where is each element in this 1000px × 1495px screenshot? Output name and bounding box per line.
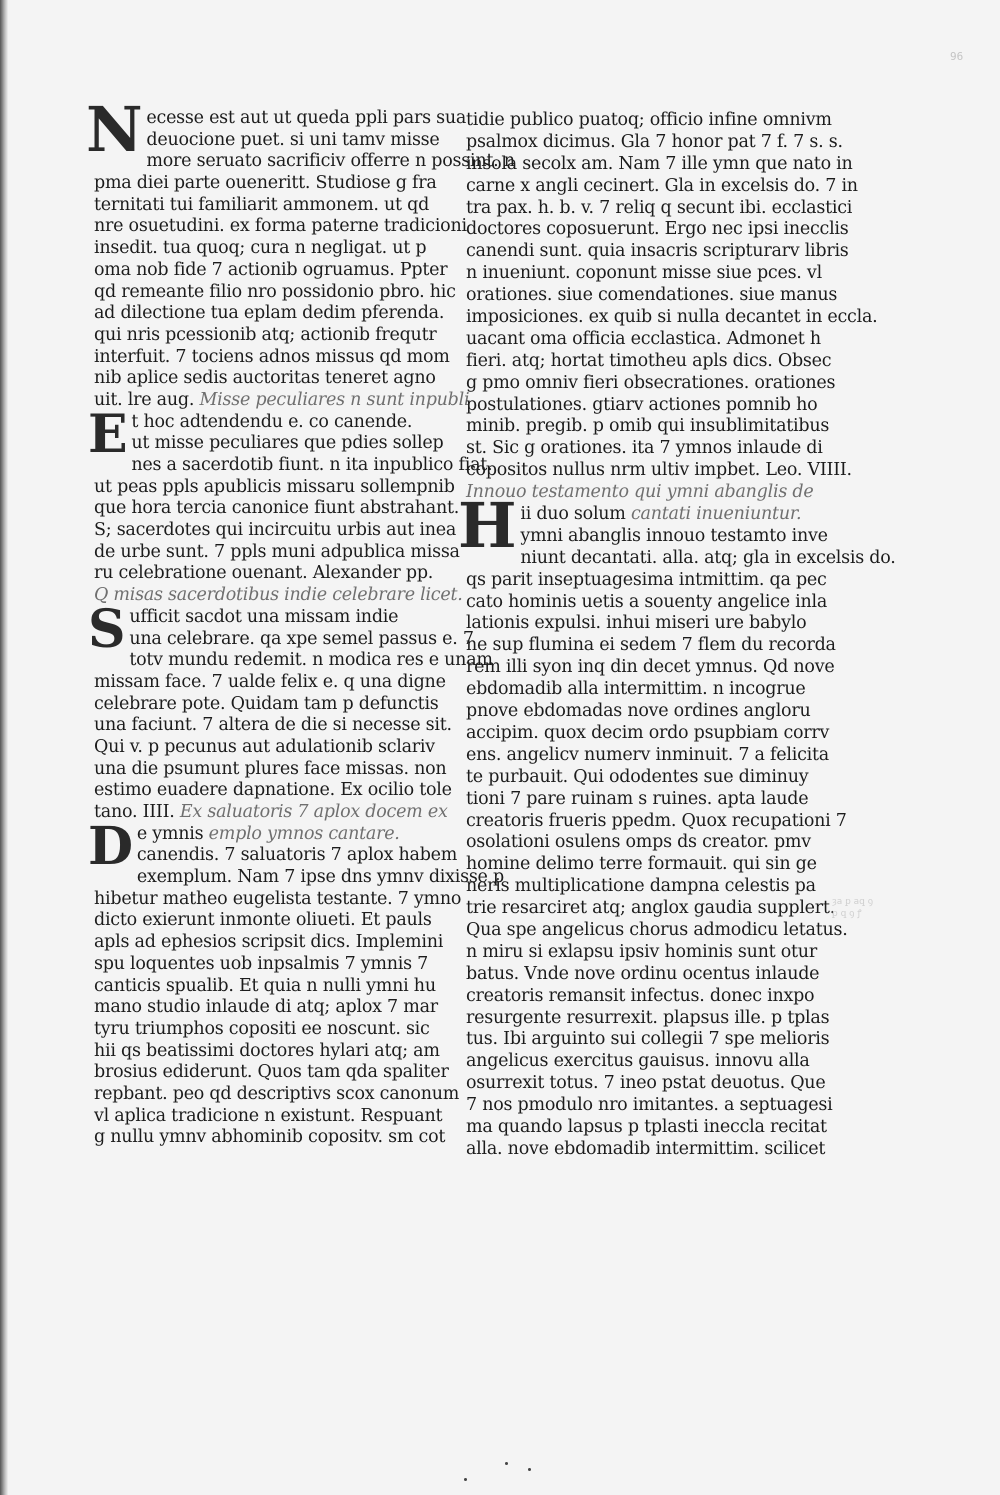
manuscript-line: [466, 941, 817, 964]
line-text: canticis spualib. Et quia n nulli ymni hu: [94, 975, 436, 996]
manuscript-line: [466, 219, 849, 241]
manuscript-line: [94, 455, 493, 477]
line-text: creatoris frueris ppedm. Quox recupationi 7: [466, 810, 847, 831]
manuscript-line: [466, 919, 848, 942]
manuscript-line: [94, 173, 437, 195]
line-text: hii qs beatissimi doctores hylari atq; am: [94, 1040, 440, 1061]
manuscript-line: [94, 238, 434, 260]
line-text: orationes. siue comendationes. siue manus: [466, 285, 838, 306]
line-text: te purbauit. Qui ododentes sue diminuy: [466, 766, 809, 787]
manuscript-line: [466, 613, 807, 635]
manuscript-line: [466, 1051, 810, 1073]
line-text: 7 nos pmodulo nro imitantes. a septuagesi: [466, 1095, 833, 1116]
line-text: totv mundu redemit. n modica res e unam: [129, 650, 493, 671]
manuscript-line: [466, 1007, 830, 1030]
line-text: ma quando lapsus p tplasti ineccla recitat: [466, 1116, 827, 1137]
manuscript-line: [466, 110, 832, 132]
manuscript-line: [466, 985, 815, 1008]
line-text: t hoc adtendendu e. co canende.: [131, 411, 413, 432]
line-text: nre osuetudini. ex forma paterne tradicioni: [94, 216, 467, 237]
left-text-column: [86, 93, 515, 1149]
line-text: canendis. 7 saluatoris 7 aplox habem: [136, 845, 458, 866]
manuscript-line: [94, 259, 448, 282]
line-text: Qui v. p pecunus aut adulationib sclariv: [94, 736, 435, 757]
line-text: qui nris pcessionib atq; actionib frequtr: [94, 324, 437, 345]
line-text: mano studio inlaude di atq; aplox 7 mar: [94, 997, 438, 1018]
manuscript-line: [466, 197, 853, 220]
manuscript-line: [94, 129, 440, 152]
line-text: insedit. tua quoq; cura n negligat. ut p: [94, 238, 427, 259]
line-text: ymni abanglis innouo testamto inve: [520, 525, 828, 546]
line-text: doctores coposuerunt. Ergo nec ipsi inecclis: [466, 219, 849, 240]
line-text: nib aplice sedis auctoritas teneret agno: [94, 368, 436, 389]
manuscript-line: [466, 832, 811, 854]
line-text: copositos nullus nrm ultiv impbet. Leo. VIIII.: [466, 460, 852, 481]
manuscript-line: [94, 216, 467, 238]
line-text: ut misse peculiares que pdies sollep: [131, 433, 444, 454]
manuscript-line: [466, 482, 814, 504]
ink-speck: [505, 1462, 508, 1465]
line-text: oma nob fide 7 actionib ogruamus. Ppter: [94, 259, 448, 280]
manuscript-line: [94, 585, 463, 607]
rubric-text: Innouo testamento qui ymni abanglis de: [466, 482, 814, 503]
line-text: una die psumunt plures face missas. non: [94, 758, 447, 779]
manuscript-line: [94, 195, 434, 217]
line-text: fieri. atq; hortat timotheu apls dics. Obsec: [466, 350, 832, 371]
manuscript-line: [466, 241, 849, 263]
manuscript-line: [94, 932, 444, 954]
decorated-initial: S: [88, 598, 126, 660]
line-text: spu loquentes uob inpsalmis 7 ymnis 7: [94, 953, 429, 974]
line-text: una celebrare. qa xpe semel passus e. 7: [129, 628, 474, 649]
line-text: ii duo solum: [520, 504, 626, 525]
line-text: tidie publico puatoq; officio infine omnivm: [466, 110, 832, 130]
margin-bleed-through: [832, 896, 873, 920]
line-text: una faciunt. 7 altera de die si necesse sit.: [94, 715, 452, 736]
manuscript-line: [94, 693, 439, 716]
manuscript-line: [94, 281, 456, 304]
line-text: ens. angelicv numerv inminuit. 7 a felicita: [466, 744, 829, 765]
manuscript-line: [94, 976, 434, 998]
manuscript-line: [466, 1029, 830, 1051]
line-text: neris multiplicatione dampna celestis pa: [466, 876, 816, 897]
manuscript-line: [94, 1019, 434, 1041]
decorated-initial: N: [86, 93, 143, 166]
manuscript-line: [466, 131, 843, 154]
line-text: ut peas ppls apublicis missaru sollempnib: [94, 476, 455, 497]
manuscript-line: [94, 650, 493, 672]
line-text: Qua spe angelicus chorus admodicu letatus.: [466, 919, 848, 940]
line-text: n miru si exlapsu ipsiv hominis sunt otur: [466, 941, 817, 962]
rubric-text: emplo ymnos cantare.: [208, 823, 400, 844]
manuscript-line: [466, 701, 811, 723]
manuscript-line: [466, 394, 818, 417]
line-text: dicto exierunt inmonte oliueti. Et pauls: [94, 910, 432, 931]
manuscript-line: [94, 324, 437, 347]
line-text: trie resarciret atq; anglox gaudia supplert.: [466, 898, 836, 919]
manuscript-line: [94, 888, 462, 911]
line-text: ecesse est aut ut queda ppli pars sua: [146, 108, 467, 128]
manuscript-line: [94, 1127, 446, 1149]
manuscript-line: [466, 810, 847, 833]
line-text: deuocione puet. si uni tamv misse: [146, 129, 440, 150]
manuscript-line: [94, 368, 434, 390]
line-text: estimo euadere dapnatione. Ex ocilio tole: [94, 780, 452, 801]
line-text: creatoris remansit infectus. donec inxpo: [466, 985, 815, 1006]
manuscript-line: [466, 898, 836, 920]
line-text: uit. lre aug.: [94, 389, 195, 410]
line-text: missam face. 7 ualde felix e. q una digne: [94, 671, 446, 692]
manuscript-line: [94, 845, 458, 867]
manuscript-line: [466, 1095, 833, 1117]
manuscript-line: [94, 737, 434, 759]
line-text: tus. Ibi arguinto sui collegii 7 spe melioris: [466, 1029, 830, 1050]
manuscript-line: [94, 476, 455, 499]
manuscript-line: [94, 389, 470, 412]
line-text: minib. pregib. p omib qui insublimitatibus: [466, 416, 830, 437]
manuscript-line: [94, 151, 515, 173]
manuscript-line: [466, 591, 828, 614]
manuscript-line: [94, 780, 452, 802]
manuscript-line: [94, 715, 452, 737]
line-text: resurgente resurrexit. plapsus ille. p tplas: [466, 1007, 830, 1028]
manuscript-line: [466, 285, 838, 307]
manuscript-line: [466, 569, 827, 592]
line-text: osurrexit totus. 7 ineo pstat deuotus. Que: [466, 1073, 826, 1094]
decorated-initial: H: [458, 489, 517, 563]
manuscript-line: [466, 679, 806, 701]
manuscript-line: [466, 328, 821, 351]
manuscript-line: [466, 657, 835, 679]
line-text: hibetur matheo eugelista testante. 7 ymno: [94, 888, 462, 909]
line-text: batus. Vnde nove ordinu ocentus inlaude: [466, 963, 820, 984]
line-text: st. Sic g orationes. ita 7 ymnos inlaude di: [466, 438, 823, 459]
manuscript-line: [94, 997, 438, 1019]
line-text: ne sup flumina ei sedem 7 flem du recorda: [466, 635, 836, 656]
manuscript-line: [94, 1040, 440, 1063]
line-text: osolationi osulens omps ds creator. pmv: [466, 832, 811, 853]
manuscript-line: [94, 498, 460, 520]
line-text: canendi sunt. quia insacris scripturarv libris: [466, 241, 849, 262]
manuscript-line: [466, 1073, 826, 1095]
line-text: homine delimo terre formauit. qui sin ge: [466, 854, 817, 875]
manuscript-line: [94, 802, 448, 824]
manuscript-line: [466, 876, 816, 898]
manuscript-line: [466, 854, 817, 876]
decorated-initial: D: [88, 815, 133, 877]
manuscript-line: [94, 433, 444, 455]
manuscript-line: [466, 1138, 826, 1161]
line-text: pma diei parte oueneritt. Studiose g fra: [94, 173, 437, 194]
line-text: ebdomadib alla intermittim. n incogrue: [466, 679, 806, 700]
manuscript-line: [466, 438, 823, 460]
line-text: qs parit inseptuagesima intmittim. qa pec: [466, 569, 827, 590]
manuscript-line: [466, 263, 822, 285]
line-text: brosius ediderunt. Quos tam qda spaliter: [94, 1062, 449, 1083]
line-text: cato hominis uetis a souenty angelice inla: [466, 591, 828, 612]
manuscript-line: [466, 635, 836, 657]
line-text: tano. IIII.: [94, 802, 175, 822]
line-text: S; sacerdotes qui incircuitu urbis aut inea: [94, 520, 457, 541]
line-text: psalmox dicimus. Gla 7 honor pat 7 f. 7 s. s.: [466, 131, 843, 152]
line-text: tra pax. h. b. v. 7 reliq q secunt ibi. ecclastici: [466, 197, 853, 218]
manuscript-line: [466, 153, 853, 176]
manuscript-line: [466, 372, 836, 395]
manuscript-line: [94, 563, 434, 585]
manuscript-line: [466, 722, 830, 745]
manuscript-line: [94, 1083, 460, 1106]
binding-edge: [0, 0, 8, 1495]
manuscript-line: [94, 628, 474, 651]
manuscript-line: [94, 303, 445, 325]
manuscript-line: [466, 460, 852, 482]
line-text: imposiciones. ex quib si nulla decantet in eccla.: [466, 307, 878, 328]
line-text: vl aplica tradicione n existunt. Respuant: [94, 1105, 443, 1126]
manuscript-line: [466, 963, 820, 986]
line-text: postulationes. gtiarv actiones pomnib ho: [466, 394, 818, 415]
manuscript-line: [466, 416, 830, 438]
manuscript-line: [466, 744, 829, 767]
manuscript-line: [94, 954, 434, 976]
line-text: n inueniunt. coponunt misse siue pces. vl: [466, 263, 822, 284]
manuscript-line: [466, 175, 858, 198]
line-text: qd remeante filio nro possidonio pbro. hic: [94, 281, 456, 302]
manuscript-line: [466, 1116, 827, 1139]
line-text: niunt decantati. alla. atq; gla in excelsis do.: [520, 547, 896, 568]
line-text: tioni 7 pare ruinam s ruines. apta laude: [466, 788, 809, 809]
folio-number: 96: [950, 50, 964, 63]
line-text: rem illi syon inq din decet ymnus. Qd nove: [466, 657, 835, 678]
line-text: lationis expulsi. inhui miseri ure babylo: [466, 613, 807, 634]
line-text: pnove ebdomadas nove ordines angloru: [466, 701, 811, 722]
manuscript-line: [466, 350, 832, 373]
line-text: accipim. quox decim ordo psupbiam corrv: [466, 722, 830, 743]
manuscript-line: [94, 541, 460, 564]
margin-ghost-line: ȝa ꝑ aꝗ ꝯ: [832, 897, 874, 907]
margin-ghost-line: ꝑ ꝗ ꝯ ꝭ: [832, 909, 862, 919]
line-text: uacant oma officia ecclastica. Admonet h: [466, 328, 821, 349]
line-text: repbant. peo qd descriptivs scox canonum: [94, 1083, 460, 1104]
rubric-text: cantati inueniuntur.: [630, 504, 802, 525]
decorated-initial: E: [88, 403, 128, 465]
line-text: ad dilectione tua eplam dedim pferenda.: [94, 303, 445, 324]
line-text: de urbe sunt. 7 ppls muni adpublica missa: [94, 541, 460, 562]
manuscript-line: [94, 910, 434, 932]
line-text: more seruato sacrificiv offerre n possint. n: [146, 151, 515, 172]
line-text: carne x angli cecinert. Gla in excelsis do. 7 in: [466, 175, 858, 196]
line-text: nes a sacerdotib fiunt. n ita inpublico fiat.: [131, 455, 493, 475]
line-text: tyru triumphos copositi ee noscunt. sic: [94, 1018, 430, 1039]
line-text: exemplum. Nam 7 ipse dns ymnv dixisse p: [136, 867, 504, 888]
ink-speck: [464, 1478, 467, 1481]
manuscript-line: [94, 520, 457, 542]
line-text: e ymnis: [136, 823, 204, 844]
line-text: insola secolx am. Nam 7 ille ymn que nato in: [466, 153, 853, 174]
manuscript-line: [466, 788, 809, 811]
ink-speck: [528, 1468, 531, 1471]
line-text: apls ad ephesios scripsit dics. Implemini: [94, 932, 444, 953]
manuscript-line: [94, 671, 446, 694]
manuscript-line: [94, 346, 450, 369]
manuscript-line: [94, 1062, 449, 1084]
line-text: alla. nove ebdomadib intermittim. scilicet: [466, 1138, 826, 1159]
line-text: ufficit sacdot una missam indie: [129, 606, 399, 627]
manuscript-line: [94, 1105, 443, 1128]
rubric-text: Ex saluatoris 7 aplox docem ex: [179, 802, 448, 822]
line-text: celebrare pote. Quidam tam p defunctis: [94, 693, 439, 714]
line-text: ternitati tui familiarit ammonem. ut qd: [94, 194, 430, 215]
rubric-text: Misse peculiares n sunt inpubli: [199, 389, 470, 410]
line-text: interfuit. 7 tociens adnos missus qd mom: [94, 346, 450, 367]
manuscript-line: [94, 867, 504, 889]
manuscript-line: [94, 758, 447, 781]
rubric-text: Q misas sacerdotibus indie celebrare licet.: [94, 585, 463, 606]
manuscript-line: [466, 307, 878, 329]
line-text: angelicus exercitus gauisus. innovu alla: [466, 1051, 810, 1072]
line-text: g nullu ymnv abhominib copositv. sm cot: [94, 1127, 446, 1148]
line-text: g pmo omniv fieri obsecrationes. orationes: [466, 372, 836, 393]
line-text: ru celebratione ouenant. Alexander pp.: [94, 563, 434, 584]
line-text: que hora tercia canonice fiunt abstrahant.: [94, 498, 460, 519]
manuscript-line: [466, 766, 809, 789]
